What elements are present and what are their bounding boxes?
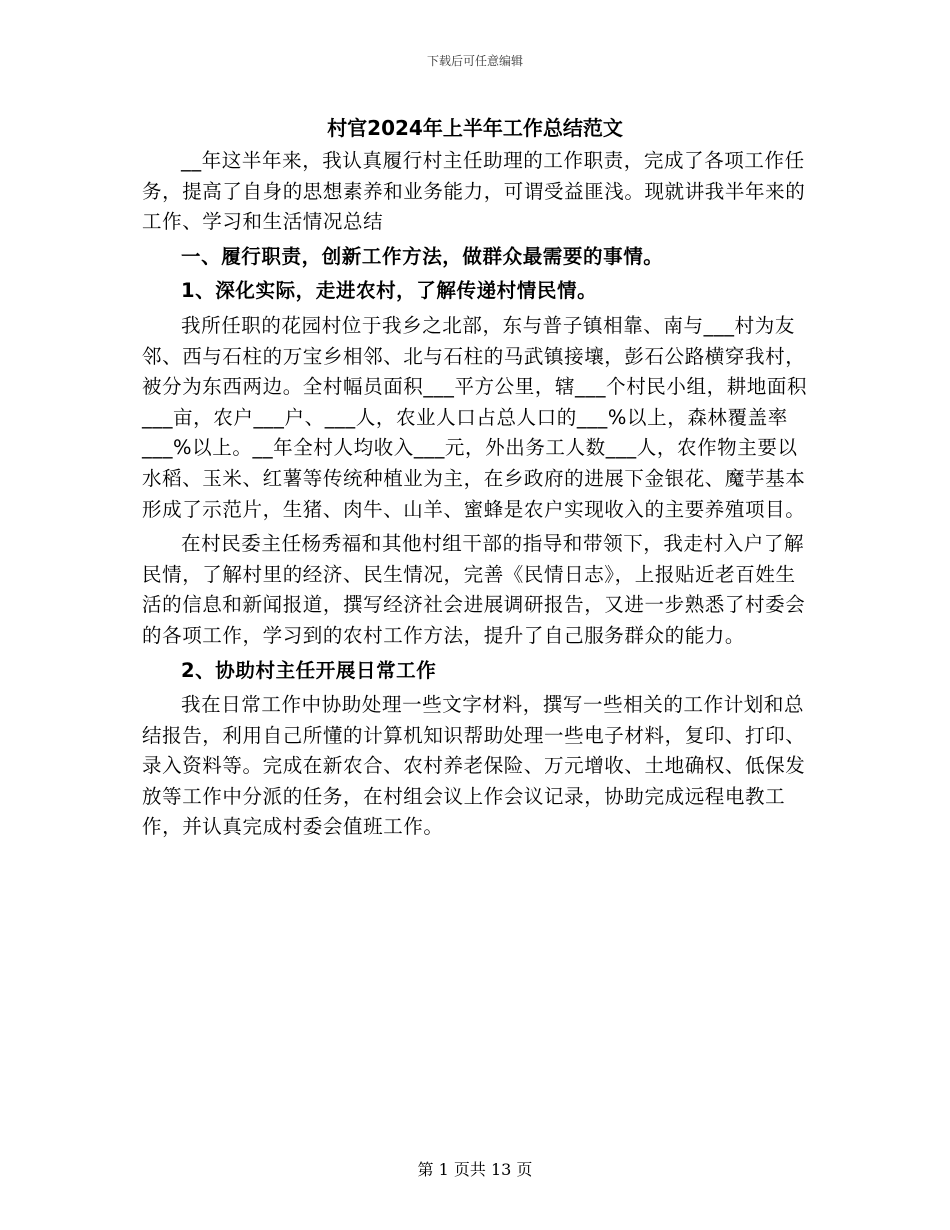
subsection-2-paragraph-1: 我在日常工作中协助处理一些文字材料，撰写一些相关的工作计划和总结报告，利用自己所懂的计算机知识帮助处理一些电子材料，复印、打印、录入资料等。完成在新农合、农村养老保险、万元增收、土地确权、低保发放等工作中分派的任务，在村组会议上作会议记录，协助完成远程电教工作，并认真完成村委会值班工作。 <box>142 693 806 839</box>
section-1-heading: 一、履行职责，创新工作方法，做群众最需要的事情。 <box>181 244 664 268</box>
subsection-2-heading: 2、协助村主任开展日常工作 <box>181 658 437 682</box>
document-body <box>142 114 808 843</box>
page-header: 下载后可任意编辑 <box>426 54 523 68</box>
page-footer: 第 1 页共 13 页 <box>417 1160 533 1179</box>
subsection-1-heading: 1、深化实际，走进农村，了解传递村情民情。 <box>181 279 598 303</box>
document-title: 村官2024年上半年工作总结范文 <box>327 116 623 140</box>
subsection-1-paragraph-2: 在村民委主任杨秀福和其他村组干部的指导和带领下，我走村入户了解民情，了解村里的经济、民生情况，完善《民情日志》，上报贴近老百姓生活的信息和新闻报道，撰写经济社会进展调研报告，又进一步熟悉了村委会的各项工作，学习到的农村工作方法，提升了自己服务群众的能力。 <box>142 532 806 647</box>
intro-paragraph: __年这半年来，我认真履行村主任助理的工作职责，完成了各项工作任务，提高了自身的思想素养和业务能力，可谓受益匪浅。现就讲我半年来的工作、学习和生活情况总结 <box>142 149 806 234</box>
subsection-1-paragraph-1: 我所任职的花园村位于我乡之北部，东与普子镇相靠、南与___村为友邻、西与石柱的万宝乡相邻、北与石柱的马武镇接壤，彭石公路横穿我村，被分为东西两边。全村幅员面积___平方公里，辖___个村民小组，耕地面积___亩，农户___户、___人，农业人口占总人口的___%以上，森林覆盖率___%以上。__年全村人均收入___元，外出务工人数___人，农作物主要以水稻、玉米、红薯等传统种植业为主，在乡政府的进展下金银花、魔芋基本形成了示范片，生猪、肉牛、山羊、蜜蜂是农户实现收入的主要养殖项目。 <box>142 313 808 521</box>
